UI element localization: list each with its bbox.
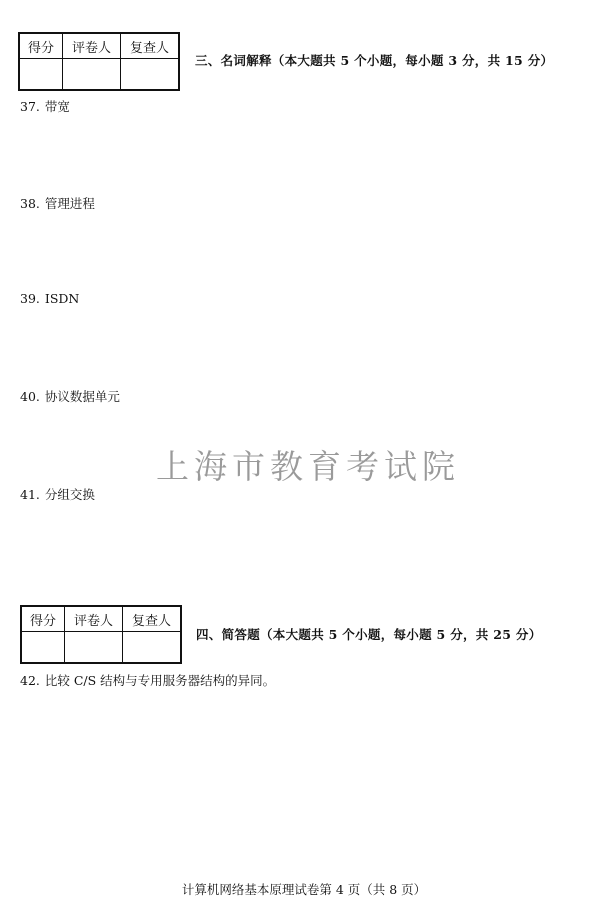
question-41: [20, 485, 95, 503]
question-number: 37.: [20, 99, 40, 114]
grader-cell: [63, 59, 121, 91]
question-number: 40.: [20, 389, 40, 404]
section3-title: 三、名词解释（本大题共 5 个小题，每小题 3 分，共 15 分）: [195, 53, 554, 68]
question-number: 41.: [20, 487, 40, 502]
question-text: ISDN: [44, 291, 80, 306]
score-header: 得分: [19, 33, 63, 59]
grader-header: 评卷人: [65, 606, 123, 632]
question-text: 分组交换: [44, 487, 95, 502]
reviewer-header: 复查人: [123, 606, 182, 632]
score-cell: [21, 632, 65, 664]
reviewer-header: 复查人: [121, 33, 180, 59]
reviewer-cell: [123, 632, 182, 664]
section4-title: 四、简答题（本大题共 5 个小题，每小题 5 分，共 25 分）: [196, 627, 542, 642]
question-37: [20, 97, 70, 115]
grader-header: 评卷人: [63, 33, 121, 59]
watermark: 上海市教育考试院: [156, 447, 460, 486]
page-footer: 计算机网络基本原理试卷第 4 页（共 8 页）: [181, 882, 427, 897]
score-table-section3: [18, 32, 180, 91]
question-38: [20, 194, 95, 212]
question-text: 带宽: [44, 99, 70, 114]
question-number: 39.: [20, 291, 40, 306]
reviewer-cell: [121, 59, 180, 91]
question-text: 协议数据单元: [44, 389, 120, 404]
question-text: 管理进程: [44, 196, 95, 211]
question-number: 38.: [20, 196, 40, 211]
grader-cell: [65, 632, 123, 664]
question-number: 42.: [20, 673, 40, 688]
question-text: 比较 C/S 结构与专用服务器结构的异同。: [44, 673, 276, 688]
question-40: [20, 387, 120, 405]
score-cell: [19, 59, 63, 91]
score-table-section4: [20, 605, 182, 664]
question-42: [20, 671, 275, 689]
score-header: 得分: [21, 606, 65, 632]
question-39: [20, 291, 79, 306]
